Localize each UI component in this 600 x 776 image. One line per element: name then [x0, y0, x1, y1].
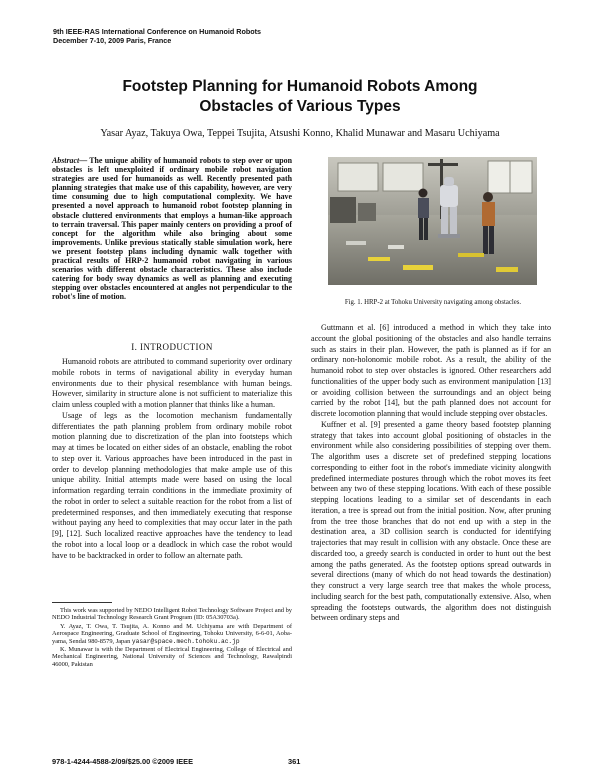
right-column-body	[311, 323, 551, 624]
footnote: This work was supported by NEDO Intelligent Robot Technology Software Project and by NEDO Industrial Technology Research Grant Program (ID: 05A30703a).	[52, 607, 292, 622]
paragraph: Guttmann et al. [6] introduced a method in which they take into account the global positioning of the obstacles and also handle terrains such as stairs in their plan. However, the path is planned as if for an ordinary non-holonomic mobile robot. As a result, the ability of the humanoid robot to step over obstacles is ignored. Other researchers add functionalities of the upper body such as environment manipulation [13] or avoiding collision between the surroundings and an object being carried by the robot [14], but the path planned does not account for discrete locomotion planning that would include stepping over obstacles.	[311, 323, 551, 418]
author-email: yasar@space.mech.tohoku.ac.jp	[131, 637, 240, 645]
footnote-affiliation: Y. Ayaz, T. Owa, T. Tsujita, A. Konno and M. Uchiyama are with Department of Aerospace Engineering, Graduate School of Engineering, Tohoku University, 6-6-01, Aoba-yama, Sendai 980-8579, Japan	[52, 622, 292, 645]
page-number: 361	[288, 757, 301, 766]
abstract-text: — The unique ability of humanoid robots to step over or upon obstacles is left unexploited if ordinary mobile robot navigation strategies are used for humanoids as well. Recently presented path planning strategies that make use of this capability, however, are very time consuming due to high computational complexity. We have presented a novel approach to humanoid robot footstep planning in obstacle cluttered environments that employs a human-like approach to terrain traversal. This paper mainly centers on providing a proof of concept for the algorithm while also bringing about some improvements. Unlike previous statically stable simulation work, here we present footstep plans including dynamic walk together with practical results of HRP-2 humanoid robot navigating in various scenarios with different obstacle characteristics. These also include catering for body sway dynamics as well as planning and executing stepping over obstacles encountered at angles not perpendicular to the robot's line of motion.	[52, 156, 292, 302]
title-line-1: Footstep Planning for Humanoid Robots Among	[122, 78, 478, 95]
paragraph: Kuffner et al. [9] presented a game theory based footstep planning strategy that takes into account global positioning of obstacles in the environment while also considering possibilities of stepping over them. The algorithm uses a discrete set of predefined stepping locations corresponding to either foot in the robot's immediate vicinity alongwith predefined intermediate postures through which the robot moves its feet between any two of these stepping locations. With each of these possible stepping locations leading to a similar set of descendants in each iteration, a tree is spread out from the initial position. Now, after pruning from the tree those branches that do not end up with a step in the destination area, a 3D collision search is conducted for identifying trajectories that may result in collision with any obstacle. Once these are discarded too, a greedy search is conducted in order to hunt out the best among the paths generated. As the footstep options spread outwards in several directions (many of which do not head towards the destination) they construct a very large search tree that makes the whole process, including search for the best path, computationally extensive. Also, when spreading the footsteps outwards, the algorithm does not distinguish between ordinary steps and	[311, 419, 551, 623]
lab-scene-illustration	[328, 157, 537, 285]
conference-header	[53, 27, 261, 45]
paper-title	[0, 77, 600, 117]
figure-caption: Fig. 1. HRP-2 at Tohoku University navigating among obstacles.	[344, 299, 522, 306]
footnote-rule	[52, 602, 112, 603]
footnote: K. Munawar is with the Department of Electrical Engineering, College of Electrical and Mechanical Engineering, National University of Sciences and Technology, Rawalpindi 46000, Pakistan	[52, 646, 292, 668]
footnotes	[52, 607, 292, 669]
abstract-label: Abstract	[52, 156, 80, 165]
title-line-2: Obstacles of Various Types	[199, 98, 401, 115]
section-heading-introduction: I. INTRODUCTION	[131, 342, 213, 352]
conference-date: December 7-10, 2009 Paris, France	[53, 36, 172, 45]
footnote	[52, 623, 292, 645]
author-list: Yasar Ayaz, Takuya Owa, Teppei Tsujita, Atsushi Konno, Khalid Munawar and Masaru Uchiyama	[100, 128, 500, 139]
paragraph: Humanoid robots are attributed to command superiority over ordinary mobile robots in terms of navigational ability in everyday human environments due to their physical resemblance with human beings. However, similarity in structure alone is not sufficient to materialize this claim unless coupled with a motion planner that thinks like a human.	[52, 357, 292, 409]
isbn-copyright: 978-1-4244-4588-2/09/$25.00 ©2009 IEEE	[52, 757, 194, 766]
abstract	[52, 156, 292, 302]
robot-photo	[328, 157, 537, 285]
left-column-body	[52, 357, 292, 561]
paragraph: Usage of legs as the locomotion mechanism fundamentally differentiates the path planning problem from ordinary mobile robot motion planning due to discretization of the plan into footsteps which may at times be located on either sides of an obstacle, enabling the robot to step over it. Various approaches have been introduced in the past in order to develop planning methodologies that make ample use of this unique ability. Initial attempts made were based on using the local information regarding terrain conditions in the immediate proximity of the robot in order to select a suitable reaction for the robot from a list of predetermined responses, and then immediately executing that response without paying any heed to complexities that may occur later in the path [9], [12]. Such localized reactive approaches have the tendency to lead the robot into a local loop or a deadlock in which case the robot would have to be backtracked in order to follow an alternate path.	[52, 410, 292, 560]
conference-name: 9th IEEE-RAS International Conference on Humanoid Robots	[53, 27, 262, 36]
